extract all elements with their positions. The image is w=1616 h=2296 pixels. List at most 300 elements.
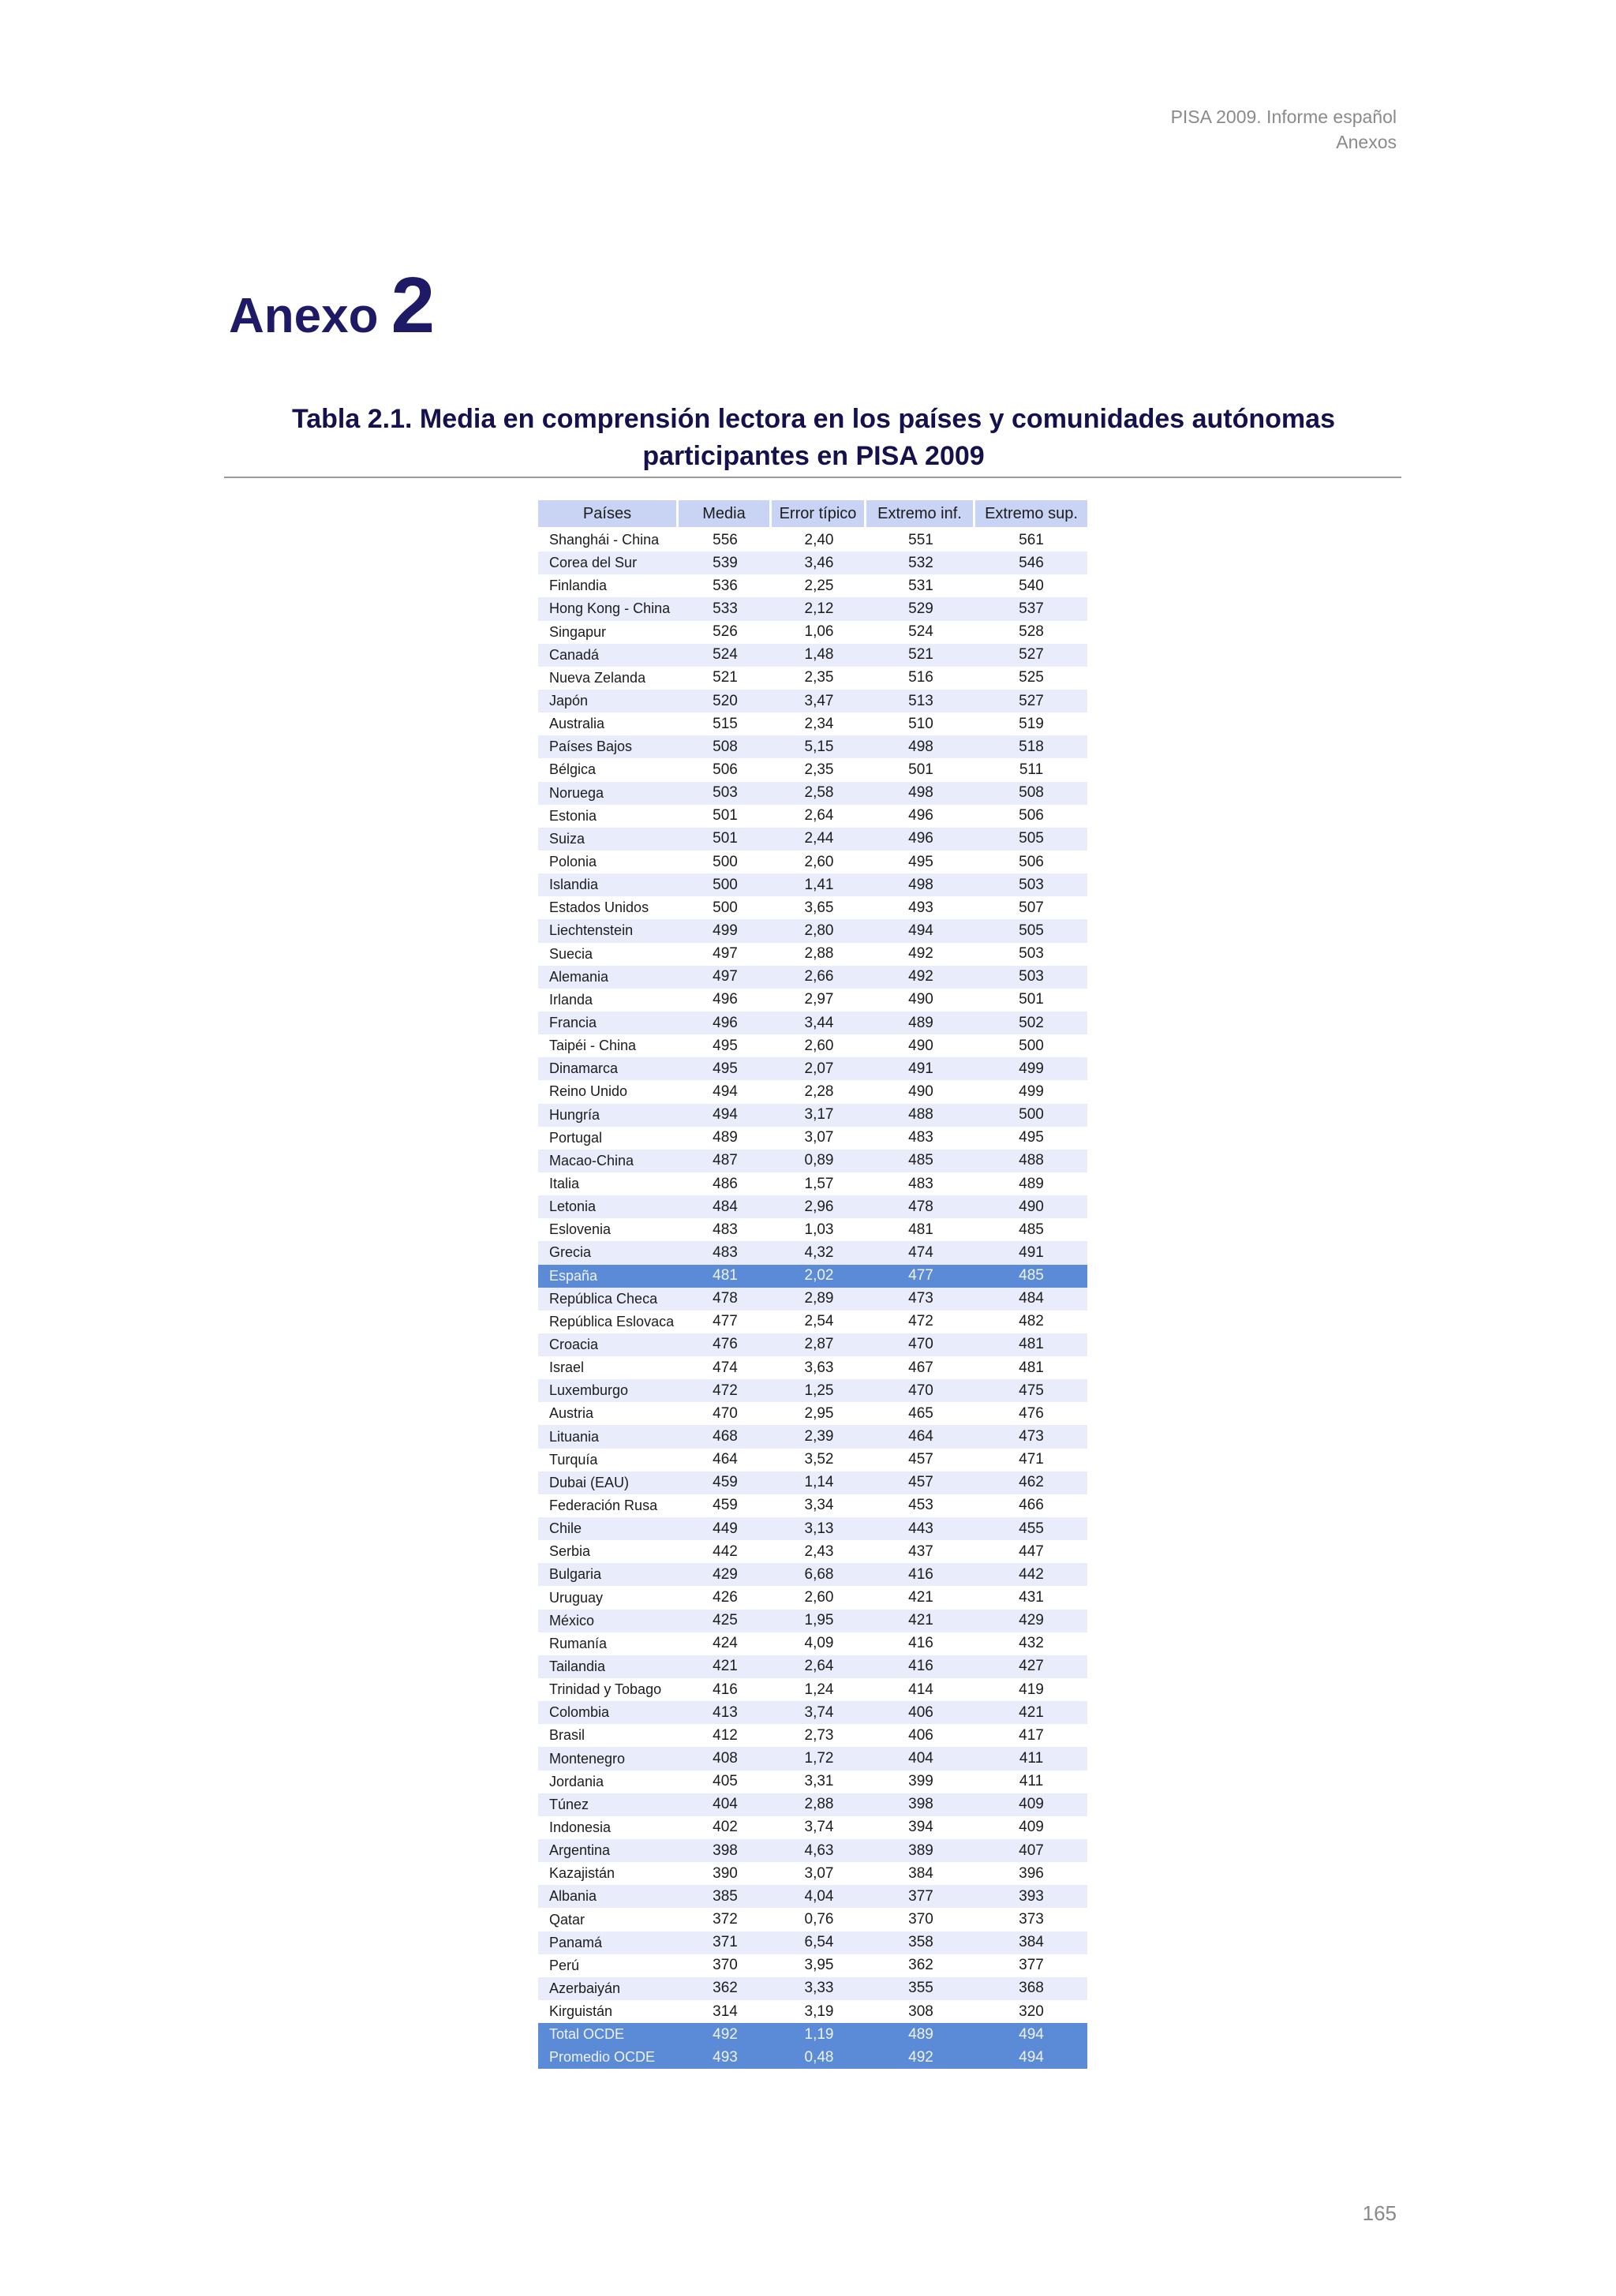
error-cell: 2,58 xyxy=(772,782,866,805)
table-row xyxy=(538,1080,1087,1103)
extremo-inf-cell: 496 xyxy=(866,828,975,851)
media-cell: 486 xyxy=(679,1172,772,1195)
error-cell: 1,19 xyxy=(772,2023,866,2046)
annex-number: 2 xyxy=(391,261,436,350)
country-cell: Singapur xyxy=(538,621,679,644)
media-cell: 521 xyxy=(679,667,772,690)
table-row xyxy=(538,1586,1087,1609)
media-cell: 500 xyxy=(679,873,772,896)
extremo-sup-cell: 393 xyxy=(975,1885,1087,1908)
table-row xyxy=(538,805,1087,828)
table-row xyxy=(538,1655,1087,1678)
error-cell: 2,60 xyxy=(772,851,866,873)
table-row xyxy=(538,2046,1087,2069)
extremo-inf-cell: 488 xyxy=(866,1104,975,1127)
media-cell: 556 xyxy=(679,529,772,552)
extremo-sup-cell: 511 xyxy=(975,758,1087,781)
error-cell: 2,44 xyxy=(772,828,866,851)
error-cell: 3,07 xyxy=(772,1862,866,1885)
error-cell: 2,87 xyxy=(772,1333,866,1356)
media-cell: 495 xyxy=(679,1034,772,1057)
section-name: Anexos xyxy=(1336,132,1397,152)
extremo-inf-cell: 491 xyxy=(866,1057,975,1080)
country-cell: Dinamarca xyxy=(538,1057,679,1080)
results-table xyxy=(538,500,1087,2069)
country-cell: Irlanda xyxy=(538,989,679,1012)
media-cell: 459 xyxy=(679,1471,772,1494)
country-cell: Reino Unido xyxy=(538,1080,679,1103)
extremo-sup-cell: 407 xyxy=(975,1839,1087,1862)
country-cell: Hong Kong - China xyxy=(538,597,679,620)
extremo-inf-cell: 516 xyxy=(866,667,975,690)
extremo-sup-cell: 481 xyxy=(975,1356,1087,1379)
table-title xyxy=(226,401,1401,475)
table-row xyxy=(538,1563,1087,1586)
media-cell: 370 xyxy=(679,1954,772,1977)
media-cell: 499 xyxy=(679,919,772,942)
extremo-inf-cell: 358 xyxy=(866,1931,975,1954)
error-cell: 3,07 xyxy=(772,1127,866,1150)
error-cell: 2,25 xyxy=(772,574,866,597)
country-cell: Finlandia xyxy=(538,574,679,597)
extremo-sup-cell: 491 xyxy=(975,1241,1087,1264)
country-cell: España xyxy=(538,1265,679,1288)
extremo-inf-cell: 481 xyxy=(866,1218,975,1241)
media-cell: 405 xyxy=(679,1771,772,1793)
error-cell: 3,33 xyxy=(772,1977,866,2000)
extremo-inf-cell: 513 xyxy=(866,690,975,712)
extremo-inf-cell: 489 xyxy=(866,1012,975,1034)
extremo-inf-cell: 362 xyxy=(866,1954,975,1977)
extremo-sup-cell: 561 xyxy=(975,529,1087,552)
country-cell: Bulgaria xyxy=(538,1563,679,1586)
extremo-inf-cell: 457 xyxy=(866,1471,975,1494)
media-cell: 494 xyxy=(679,1104,772,1127)
error-cell: 0,76 xyxy=(772,1908,866,1931)
error-cell: 4,63 xyxy=(772,1839,866,1862)
country-cell: Kazajistán xyxy=(538,1862,679,1885)
extremo-sup-cell: 494 xyxy=(975,2046,1087,2069)
extremo-inf-cell: 355 xyxy=(866,1977,975,2000)
table-row xyxy=(538,1540,1087,1563)
extremo-inf-cell: 492 xyxy=(866,943,975,966)
extremo-inf-cell: 437 xyxy=(866,1540,975,1563)
table-row xyxy=(538,1288,1087,1311)
extremo-sup-cell: 431 xyxy=(975,1586,1087,1609)
country-cell: Indonesia xyxy=(538,1816,679,1839)
extremo-inf-cell: 493 xyxy=(866,896,975,919)
extremo-inf-cell: 492 xyxy=(866,2046,975,2069)
error-cell: 2,66 xyxy=(772,966,866,989)
country-cell: Taipéi - China xyxy=(538,1034,679,1057)
table-row xyxy=(538,1311,1087,1333)
extremo-sup-cell: 476 xyxy=(975,1402,1087,1425)
error-cell: 1,03 xyxy=(772,1218,866,1241)
extremo-sup-cell: 432 xyxy=(975,1632,1087,1655)
country-cell: República Checa xyxy=(538,1288,679,1311)
error-cell: 2,39 xyxy=(772,1425,866,1448)
table-row xyxy=(538,1885,1087,1908)
media-cell: 478 xyxy=(679,1288,772,1311)
error-cell: 1,25 xyxy=(772,1379,866,1402)
table-row xyxy=(538,1747,1087,1770)
country-cell: Azerbaiyán xyxy=(538,1977,679,2000)
media-cell: 501 xyxy=(679,805,772,828)
extremo-sup-cell: 505 xyxy=(975,919,1087,942)
error-cell: 1,72 xyxy=(772,1747,866,1770)
country-cell: México xyxy=(538,1610,679,1632)
extremo-inf-cell: 453 xyxy=(866,1494,975,1517)
country-cell: Liechtenstein xyxy=(538,919,679,942)
table-row xyxy=(538,644,1087,667)
media-cell: 477 xyxy=(679,1311,772,1333)
extremo-sup-cell: 471 xyxy=(975,1449,1087,1471)
country-cell: Letonia xyxy=(538,1195,679,1218)
table-row xyxy=(538,1195,1087,1218)
extremo-sup-cell: 489 xyxy=(975,1172,1087,1195)
error-cell: 2,43 xyxy=(772,1540,866,1563)
country-cell: Tailandia xyxy=(538,1655,679,1678)
extremo-sup-cell: 411 xyxy=(975,1771,1087,1793)
media-cell: 495 xyxy=(679,1057,772,1080)
table-row xyxy=(538,1379,1087,1402)
table-row xyxy=(538,1127,1087,1150)
table-row xyxy=(538,667,1087,690)
extremo-sup-cell: 503 xyxy=(975,966,1087,989)
media-cell: 483 xyxy=(679,1218,772,1241)
media-cell: 481 xyxy=(679,1265,772,1288)
column-header-media: Media xyxy=(679,500,772,529)
extremo-sup-cell: 377 xyxy=(975,1954,1087,1977)
extremo-sup-cell: 427 xyxy=(975,1655,1087,1678)
extremo-sup-cell: 409 xyxy=(975,1816,1087,1839)
media-cell: 497 xyxy=(679,966,772,989)
extremo-inf-cell: 489 xyxy=(866,2023,975,2046)
table-row xyxy=(538,1218,1087,1241)
error-cell: 2,54 xyxy=(772,1311,866,1333)
media-cell: 487 xyxy=(679,1150,772,1172)
media-cell: 416 xyxy=(679,1678,772,1701)
error-cell: 3,44 xyxy=(772,1012,866,1034)
column-header-error-tipico: Error típico xyxy=(772,500,866,529)
error-cell: 3,31 xyxy=(772,1771,866,1793)
extremo-inf-cell: 531 xyxy=(866,574,975,597)
country-cell: Estonia xyxy=(538,805,679,828)
extremo-inf-cell: 472 xyxy=(866,1311,975,1333)
media-cell: 524 xyxy=(679,644,772,667)
table-row xyxy=(538,1449,1087,1471)
extremo-sup-cell: 484 xyxy=(975,1288,1087,1311)
table-row xyxy=(538,1701,1087,1724)
extremo-inf-cell: 474 xyxy=(866,1241,975,1264)
media-cell: 421 xyxy=(679,1655,772,1678)
error-cell: 6,54 xyxy=(772,1931,866,1954)
media-cell: 501 xyxy=(679,828,772,851)
media-cell: 503 xyxy=(679,782,772,805)
error-cell: 3,65 xyxy=(772,896,866,919)
extremo-inf-cell: 470 xyxy=(866,1379,975,1402)
table-row xyxy=(538,1402,1087,1425)
extremo-inf-cell: 473 xyxy=(866,1288,975,1311)
extremo-sup-cell: 429 xyxy=(975,1610,1087,1632)
error-cell: 3,19 xyxy=(772,2000,866,2023)
extremo-inf-cell: 483 xyxy=(866,1172,975,1195)
extremo-sup-cell: 447 xyxy=(975,1540,1087,1563)
error-cell: 2,02 xyxy=(772,1265,866,1288)
extremo-sup-cell: 503 xyxy=(975,943,1087,966)
media-cell: 489 xyxy=(679,1127,772,1150)
media-cell: 494 xyxy=(679,1080,772,1103)
error-cell: 3,13 xyxy=(772,1517,866,1540)
country-cell: Polonia xyxy=(538,851,679,873)
media-cell: 385 xyxy=(679,1885,772,1908)
media-cell: 413 xyxy=(679,1701,772,1724)
extremo-inf-cell: 478 xyxy=(866,1195,975,1218)
error-cell: 2,88 xyxy=(772,943,866,966)
error-cell: 3,74 xyxy=(772,1701,866,1724)
extremo-sup-cell: 540 xyxy=(975,574,1087,597)
error-cell: 2,35 xyxy=(772,667,866,690)
error-cell: 3,52 xyxy=(772,1449,866,1471)
country-cell: Países Bajos xyxy=(538,735,679,758)
table-title-line-2: participantes en PISA 2009 xyxy=(642,441,985,471)
error-cell: 2,73 xyxy=(772,1724,866,1747)
error-cell: 2,12 xyxy=(772,597,866,620)
table-row xyxy=(538,919,1087,942)
table-row xyxy=(538,1333,1087,1356)
media-cell: 520 xyxy=(679,690,772,712)
extremo-inf-cell: 406 xyxy=(866,1724,975,1747)
media-cell: 424 xyxy=(679,1632,772,1655)
error-cell: 3,34 xyxy=(772,1494,866,1517)
extremo-sup-cell: 473 xyxy=(975,1425,1087,1448)
extremo-sup-cell: 507 xyxy=(975,896,1087,919)
table-row xyxy=(538,2023,1087,2046)
error-cell: 1,14 xyxy=(772,1471,866,1494)
table-title-line-1: Tabla 2.1. Media en comprensión lectora en los países y comunidades autónomas xyxy=(292,404,1335,434)
media-cell: 496 xyxy=(679,989,772,1012)
extremo-inf-cell: 399 xyxy=(866,1771,975,1793)
table-row xyxy=(538,1632,1087,1655)
media-cell: 508 xyxy=(679,735,772,758)
country-cell: Lituania xyxy=(538,1425,679,1448)
media-cell: 371 xyxy=(679,1931,772,1954)
extremo-sup-cell: 505 xyxy=(975,828,1087,851)
country-cell: Federación Rusa xyxy=(538,1494,679,1517)
extremo-inf-cell: 477 xyxy=(866,1265,975,1288)
media-cell: 474 xyxy=(679,1356,772,1379)
table-row xyxy=(538,735,1087,758)
table-row xyxy=(538,1517,1087,1540)
country-cell: Albania xyxy=(538,1885,679,1908)
country-cell: Trinidad y Tobago xyxy=(538,1678,679,1701)
error-cell: 6,68 xyxy=(772,1563,866,1586)
table-row xyxy=(538,1678,1087,1701)
table-row xyxy=(538,1771,1087,1793)
extremo-inf-cell: 416 xyxy=(866,1655,975,1678)
media-cell: 496 xyxy=(679,1012,772,1034)
error-cell: 0,48 xyxy=(772,2046,866,2069)
country-cell: Turquía xyxy=(538,1449,679,1471)
extremo-sup-cell: 494 xyxy=(975,2023,1087,2046)
error-cell: 1,06 xyxy=(772,621,866,644)
media-cell: 500 xyxy=(679,896,772,919)
table-row xyxy=(538,1471,1087,1494)
error-cell: 2,60 xyxy=(772,1586,866,1609)
media-cell: 362 xyxy=(679,1977,772,2000)
country-cell: Shanghái - China xyxy=(538,529,679,552)
page-number: 165 xyxy=(1362,2201,1397,2225)
error-cell: 2,60 xyxy=(772,1034,866,1057)
extremo-inf-cell: 404 xyxy=(866,1747,975,1770)
extremo-sup-cell: 495 xyxy=(975,1127,1087,1150)
table-header-row xyxy=(538,500,1087,529)
table-row xyxy=(538,529,1087,552)
extremo-inf-cell: 470 xyxy=(866,1333,975,1356)
extremo-inf-cell: 495 xyxy=(866,851,975,873)
table-row xyxy=(538,1931,1087,1954)
country-cell: Alemania xyxy=(538,966,679,989)
extremo-inf-cell: 421 xyxy=(866,1586,975,1609)
media-cell: 449 xyxy=(679,1517,772,1540)
extremo-inf-cell: 465 xyxy=(866,1402,975,1425)
extremo-inf-cell: 398 xyxy=(866,1793,975,1816)
extremo-inf-cell: 490 xyxy=(866,1080,975,1103)
extremo-inf-cell: 416 xyxy=(866,1632,975,1655)
table-row xyxy=(538,828,1087,851)
table-row xyxy=(538,1034,1087,1057)
media-cell: 492 xyxy=(679,2023,772,2046)
error-cell: 2,97 xyxy=(772,989,866,1012)
error-cell: 3,46 xyxy=(772,552,866,574)
extremo-sup-cell: 506 xyxy=(975,851,1087,873)
error-cell: 2,80 xyxy=(772,919,866,942)
media-cell: 472 xyxy=(679,1379,772,1402)
error-cell: 4,32 xyxy=(772,1241,866,1264)
media-cell: 464 xyxy=(679,1449,772,1471)
table-row xyxy=(538,1494,1087,1517)
extremo-sup-cell: 528 xyxy=(975,621,1087,644)
extremo-inf-cell: 414 xyxy=(866,1678,975,1701)
table-row xyxy=(538,712,1087,735)
table-row xyxy=(538,1012,1087,1034)
country-cell: Islandia xyxy=(538,873,679,896)
extremo-inf-cell: 421 xyxy=(866,1610,975,1632)
extremo-inf-cell: 532 xyxy=(866,552,975,574)
media-cell: 314 xyxy=(679,2000,772,2023)
error-cell: 1,24 xyxy=(772,1678,866,1701)
media-cell: 426 xyxy=(679,1586,772,1609)
country-cell: Chile xyxy=(538,1517,679,1540)
media-cell: 484 xyxy=(679,1195,772,1218)
extremo-inf-cell: 394 xyxy=(866,1816,975,1839)
extremo-inf-cell: 457 xyxy=(866,1449,975,1471)
extremo-sup-cell: 500 xyxy=(975,1104,1087,1127)
media-cell: 500 xyxy=(679,851,772,873)
country-cell: Kirguistán xyxy=(538,2000,679,2023)
extremo-inf-cell: 501 xyxy=(866,758,975,781)
extremo-inf-cell: 389 xyxy=(866,1839,975,1862)
report-title: PISA 2009. Informe español xyxy=(1170,107,1397,127)
table-body xyxy=(538,529,1087,2069)
country-cell: República Eslovaca xyxy=(538,1311,679,1333)
table-row xyxy=(538,1793,1087,1816)
table-row xyxy=(538,1977,1087,2000)
column-header-extremo-inf: Extremo inf. xyxy=(866,500,975,529)
table-row xyxy=(538,1104,1087,1127)
extremo-sup-cell: 320 xyxy=(975,2000,1087,2023)
media-cell: 470 xyxy=(679,1402,772,1425)
column-header-extremo-sup: Extremo sup. xyxy=(975,500,1087,529)
table-row xyxy=(538,1862,1087,1885)
country-cell: Uruguay xyxy=(538,1586,679,1609)
table-row xyxy=(538,597,1087,620)
country-cell: Estados Unidos xyxy=(538,896,679,919)
media-cell: 425 xyxy=(679,1610,772,1632)
media-cell: 468 xyxy=(679,1425,772,1448)
extremo-inf-cell: 464 xyxy=(866,1425,975,1448)
table-row xyxy=(538,690,1087,712)
running-header xyxy=(1171,104,1397,155)
country-cell: Total OCDE xyxy=(538,2023,679,2046)
extremo-inf-cell: 498 xyxy=(866,873,975,896)
table-row xyxy=(538,1356,1087,1379)
media-cell: 429 xyxy=(679,1563,772,1586)
error-cell: 1,95 xyxy=(772,1610,866,1632)
extremo-sup-cell: 527 xyxy=(975,644,1087,667)
extremo-sup-cell: 368 xyxy=(975,1977,1087,2000)
country-cell: Suiza xyxy=(538,828,679,851)
extremo-inf-cell: 406 xyxy=(866,1701,975,1724)
media-cell: 533 xyxy=(679,597,772,620)
extremo-sup-cell: 499 xyxy=(975,1080,1087,1103)
media-cell: 483 xyxy=(679,1241,772,1264)
country-cell: Luxemburgo xyxy=(538,1379,679,1402)
table-row xyxy=(538,896,1087,919)
error-cell: 3,17 xyxy=(772,1104,866,1127)
error-cell: 2,64 xyxy=(772,1655,866,1678)
extremo-inf-cell: 416 xyxy=(866,1563,975,1586)
error-cell: 2,35 xyxy=(772,758,866,781)
error-cell: 1,41 xyxy=(772,873,866,896)
country-cell: Bélgica xyxy=(538,758,679,781)
error-cell: 2,34 xyxy=(772,712,866,735)
country-cell: Qatar xyxy=(538,1908,679,1931)
extremo-inf-cell: 483 xyxy=(866,1127,975,1150)
extremo-sup-cell: 527 xyxy=(975,690,1087,712)
table-row xyxy=(538,989,1087,1012)
media-cell: 372 xyxy=(679,1908,772,1931)
country-cell: Austria xyxy=(538,1402,679,1425)
extremo-inf-cell: 492 xyxy=(866,966,975,989)
error-cell: 2,07 xyxy=(772,1057,866,1080)
error-cell: 0,89 xyxy=(772,1150,866,1172)
extremo-sup-cell: 466 xyxy=(975,1494,1087,1517)
error-cell: 2,89 xyxy=(772,1288,866,1311)
media-cell: 412 xyxy=(679,1724,772,1747)
extremo-sup-cell: 485 xyxy=(975,1218,1087,1241)
extremo-sup-cell: 508 xyxy=(975,782,1087,805)
error-cell: 1,57 xyxy=(772,1172,866,1195)
table-row xyxy=(538,1816,1087,1839)
extremo-inf-cell: 496 xyxy=(866,805,975,828)
country-cell: Dubai (EAU) xyxy=(538,1471,679,1494)
extremo-inf-cell: 384 xyxy=(866,1862,975,1885)
country-cell: Rumanía xyxy=(538,1632,679,1655)
media-cell: 404 xyxy=(679,1793,772,1816)
country-cell: Jordania xyxy=(538,1771,679,1793)
extremo-sup-cell: 502 xyxy=(975,1012,1087,1034)
